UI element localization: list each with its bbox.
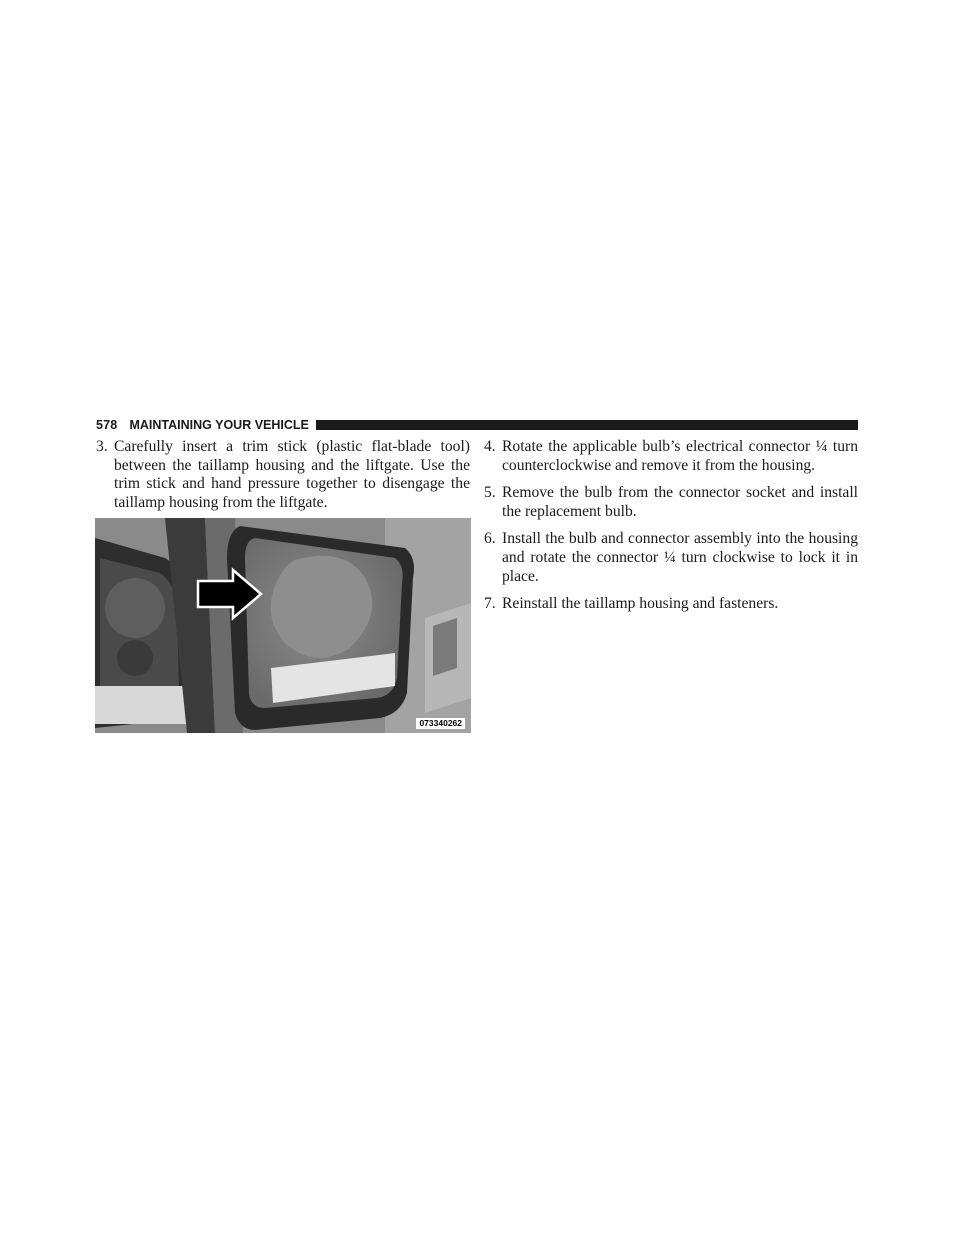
- step-4: [484, 438, 858, 475]
- step-number: 5.: [484, 484, 496, 502]
- step-text: Install the bulb and connector assembly into the housing and rotate the connector ¼ turn clockwise to lock it in place.: [502, 530, 858, 585]
- step-number: 4.: [484, 438, 496, 455]
- page-number: 578: [96, 418, 118, 432]
- step-number: 6.: [484, 530, 496, 548]
- section-title: MAINTAINING YOUR VEHICLE: [129, 418, 309, 432]
- right-column: [484, 438, 858, 623]
- step-number: 3.: [96, 438, 108, 455]
- taillamp-illustration: [95, 518, 471, 733]
- step-text: Remove the bulb from the connector socket and install the replacement bulb.: [502, 484, 858, 520]
- step-7: [484, 595, 858, 614]
- taillamp-photo: [95, 518, 471, 733]
- step-3: [96, 438, 470, 512]
- header-rule: [316, 420, 858, 430]
- step-text: Reinstall the taillamp housing and fasteners.: [502, 595, 779, 613]
- step-number: 7.: [484, 595, 496, 613]
- step-text: Carefully insert a trim stick (plastic flat-blade tool) between the taillamp housing and the liftgate. Use the trim stick and hand pressure together to disengage the taillamp housing from the liftgate.: [114, 438, 470, 511]
- step-5: [484, 484, 858, 521]
- figure-code: 073340262: [416, 718, 465, 729]
- page-header: [96, 416, 858, 434]
- step-6: [484, 530, 858, 586]
- step-text: Rotate the applicable bulb’s electrical connector ¼ turn counterclockwise and remove it from the housing.: [502, 438, 858, 474]
- left-column: [96, 438, 470, 521]
